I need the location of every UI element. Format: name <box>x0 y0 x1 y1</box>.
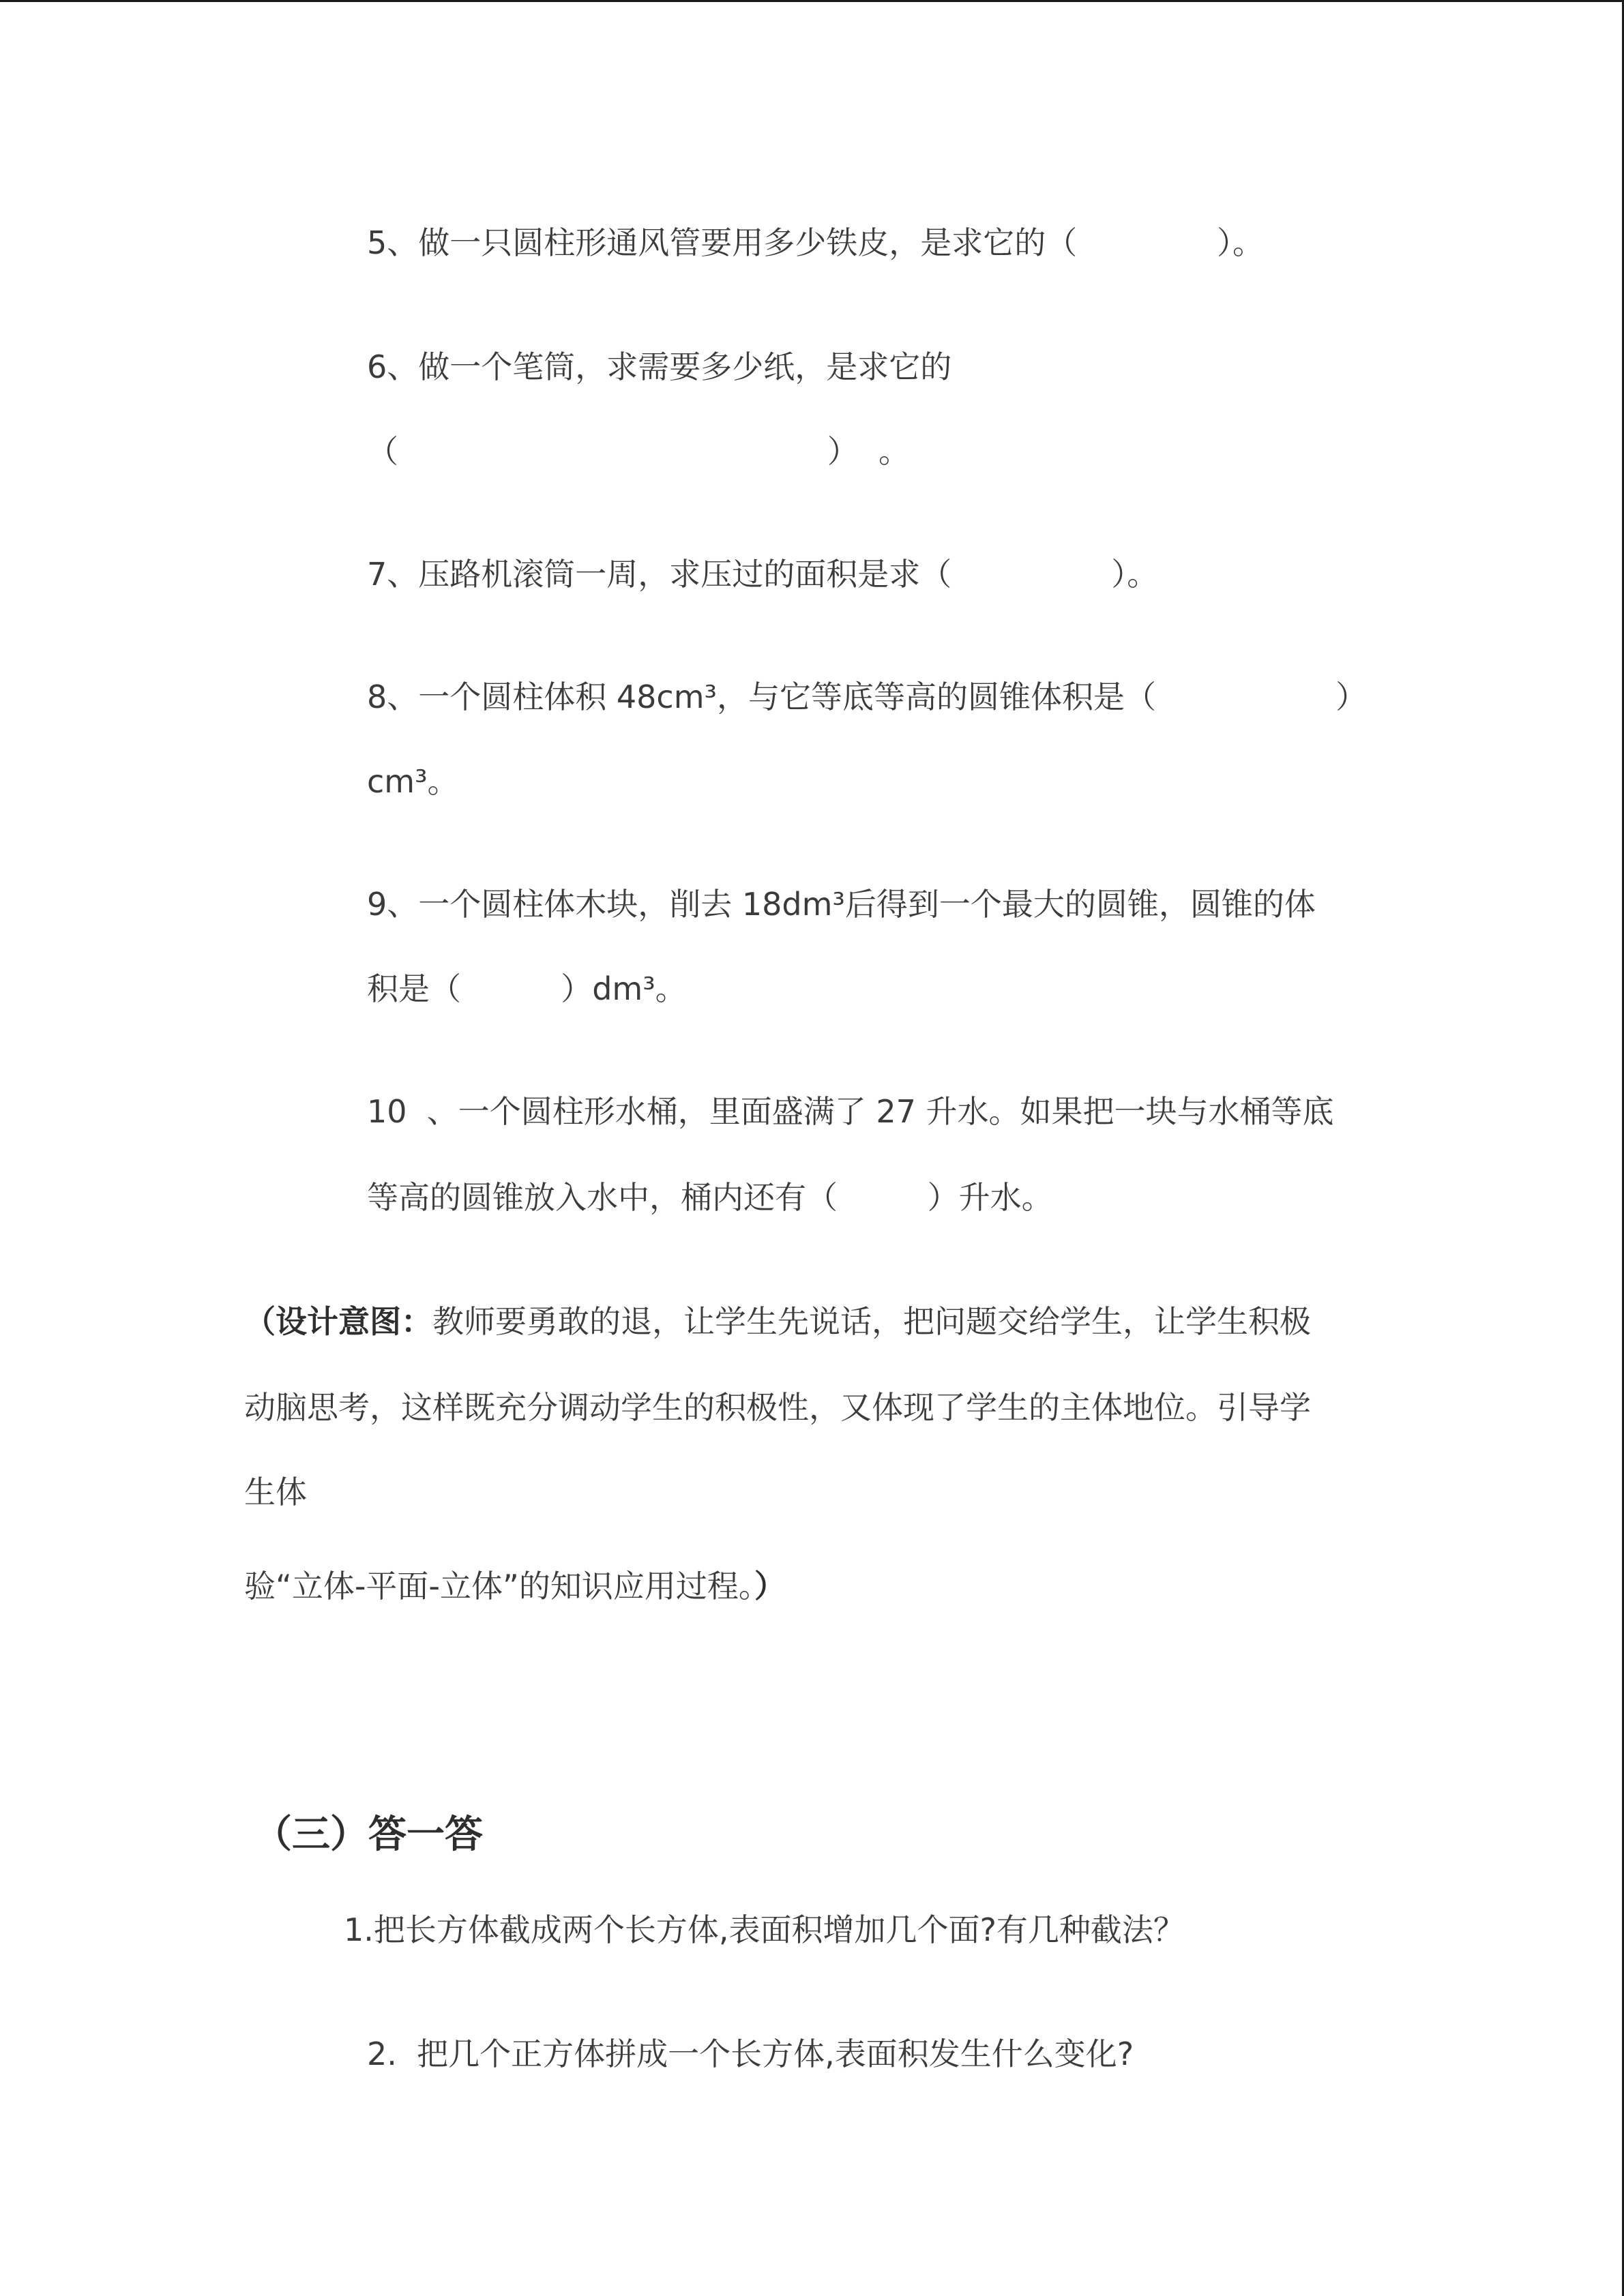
question-6-line-1: 6、做一个笔筒，求需要多少纸，是求它的 <box>367 348 952 385</box>
question-5: 5、做一只圆柱形通风管要用多少铁皮，是求它的（ ）。 <box>367 224 1264 261</box>
question-8-line-1: 8、一个圆柱体积 48cm³，与它等底等高的圆锥体积是（ ） <box>367 679 1368 715</box>
question-10-line-1: 10 、一个圆柱形水桶，里面盛满了 27 升水。如果把一块与水桶等底 <box>367 1093 1334 1130</box>
question-10-line-2: 等高的圆锥放入水中，桶内还有（ ）升水。 <box>367 1179 1053 1216</box>
question-7: 7、压路机滚筒一周，求压过的面积是求（ ）。 <box>367 556 1159 593</box>
top-border-rule <box>0 0 1624 2</box>
section-3-item-2: 2. 把几个正方体拼成一个长方体,表面积发生什么变化? <box>367 2036 1134 2072</box>
question-9-line-1: 9、一个圆柱体木块，削去 18dm³后得到一个最大的圆锥，圆锥的体 <box>367 886 1316 923</box>
question-9-line-2: 积是（ ）dm³。 <box>367 970 687 1007</box>
design-note-text-1: 教师要勇敢的退，让学生先说话，把问题交给学生，让学生积极 <box>432 1303 1311 1340</box>
design-note-close: ） <box>754 1568 786 1605</box>
section-3-heading: （三）答一答 <box>254 1813 483 1857</box>
design-note-line-1 <box>244 1301 1311 1342</box>
design-note-label: （设计意图： <box>244 1303 432 1340</box>
section-3-item-1: 1.把长方体截成两个长方体,表面积增加几个面?有几种截法？ <box>344 1911 1185 1948</box>
design-note-text-4: 验“立体-平面-立体”的知识应用过程。 <box>244 1568 754 1605</box>
design-note-line-3: 生体 <box>244 1474 307 1510</box>
question-6-line-2: （ ） 。 <box>367 433 910 470</box>
design-note-line-4 <box>244 1566 786 1607</box>
question-8-line-2: cm³。 <box>367 763 459 800</box>
design-note-line-2: 动脑思考，这样既充分调动学生的积极性，又体现了学生的主体地位。引导学 <box>244 1389 1311 1426</box>
